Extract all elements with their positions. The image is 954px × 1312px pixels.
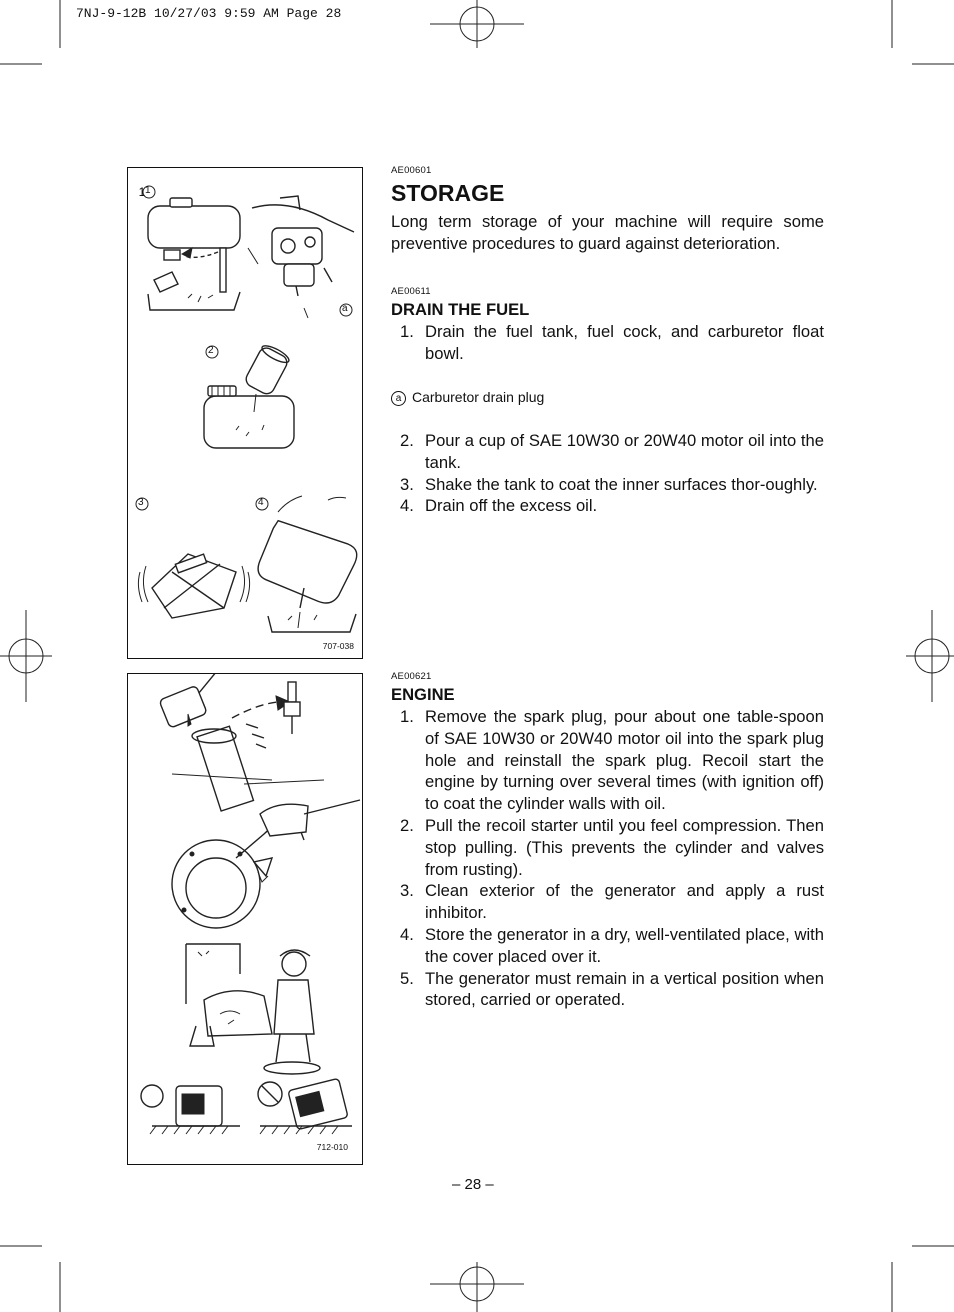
engine-step-list bbox=[391, 706, 824, 1011]
callout-label-1: 1 bbox=[145, 185, 151, 196]
figure1-code: 707-038 bbox=[322, 641, 354, 651]
list-item: 3. Clean exterior of the generator and apply a rust inhibitor. bbox=[400, 881, 824, 923]
registration-mark-right bbox=[906, 610, 954, 702]
registration-mark-top bbox=[430, 0, 524, 48]
print-header: 7NJ-9-12B 10/27/03 9:59 AM Page 28 bbox=[76, 6, 342, 21]
oil-pour-drawing bbox=[204, 343, 294, 448]
fuel-tank-drain-drawing bbox=[148, 196, 354, 318]
fuel-drain-illustration bbox=[128, 168, 362, 658]
tilted-position-prohibited-drawing bbox=[258, 1078, 352, 1134]
figure-fuel-drain bbox=[127, 167, 363, 659]
callout-label-4: 4 bbox=[258, 497, 264, 508]
list-item: 2. Pour a cup of SAE 10W30 or 20W40 motor oil into the tank. bbox=[400, 431, 824, 472]
engine-section-code: AE00621 bbox=[391, 671, 432, 682]
callout-1: 1 bbox=[138, 185, 146, 199]
legend-mark: a bbox=[391, 391, 406, 406]
list-item: 3. Shake the tank to coat the inner surfaces thor-oughly. bbox=[400, 474, 818, 494]
drain-legend bbox=[391, 389, 544, 406]
legend-text: Carburetor drain plug bbox=[412, 389, 545, 405]
page-title: STORAGE bbox=[391, 180, 505, 206]
list-item: 1. Drain the fuel tank, fuel cock, and carburetor float bowl. bbox=[400, 322, 824, 363]
drain-section-code: AE00611 bbox=[391, 286, 431, 297]
drain-heading: DRAIN THE FUEL bbox=[391, 300, 530, 319]
storage-section-code: AE00601 bbox=[391, 165, 432, 176]
engine-heading: ENGINE bbox=[391, 685, 455, 704]
tank-shake-drawing bbox=[138, 554, 249, 618]
callout-label-2: 2 bbox=[208, 345, 214, 356]
list-item: 1. Remove the spark plug, pour about one table-spoon of SAE 10W30 or 20W40 motor oil into the spark plug hole and reinstall the spark plug. Recoil start the engine by turning over several times (with ignition off) to coat the cylinder walls with oil. bbox=[400, 707, 824, 814]
drain-steps-continued bbox=[391, 430, 824, 517]
tank-drain-drawing bbox=[255, 496, 359, 632]
recoil-starter-drawing bbox=[172, 800, 360, 928]
page-number: – 28 – bbox=[452, 1176, 494, 1193]
list-item: 5. The generator must remain in a vertical position when stored, carried or operated. bbox=[400, 968, 824, 1010]
vertical-position-ok-drawing bbox=[141, 1085, 240, 1134]
callout-label-a: a bbox=[342, 303, 348, 314]
storage-intro: Long term storage of your machine will require some preventive procedures to guard against deterioration. bbox=[391, 212, 824, 253]
registration-mark-left bbox=[0, 610, 52, 702]
list-item: 4. Drain off the excess oil. bbox=[400, 496, 598, 516]
registration-mark-bottom bbox=[430, 1262, 524, 1312]
list-item: 4. Store the generator in a dry, well-ventilated place, with the cover placed over it. bbox=[400, 924, 824, 966]
spark-plug-oil-drawing bbox=[157, 674, 324, 811]
person-cleaning-drawing bbox=[186, 944, 320, 1074]
figure2-code: 712-010 bbox=[316, 1142, 348, 1152]
callout-label-3: 3 bbox=[138, 497, 144, 508]
list-item: 2. Pull the recoil starter until you feel compression. Then stop pulling. (This prevents the cylinder and valves from rusting). bbox=[400, 815, 824, 879]
engine-storage-illustration bbox=[128, 674, 362, 1164]
drain-step-list bbox=[391, 321, 824, 365]
figure-engine-storage bbox=[127, 673, 363, 1165]
